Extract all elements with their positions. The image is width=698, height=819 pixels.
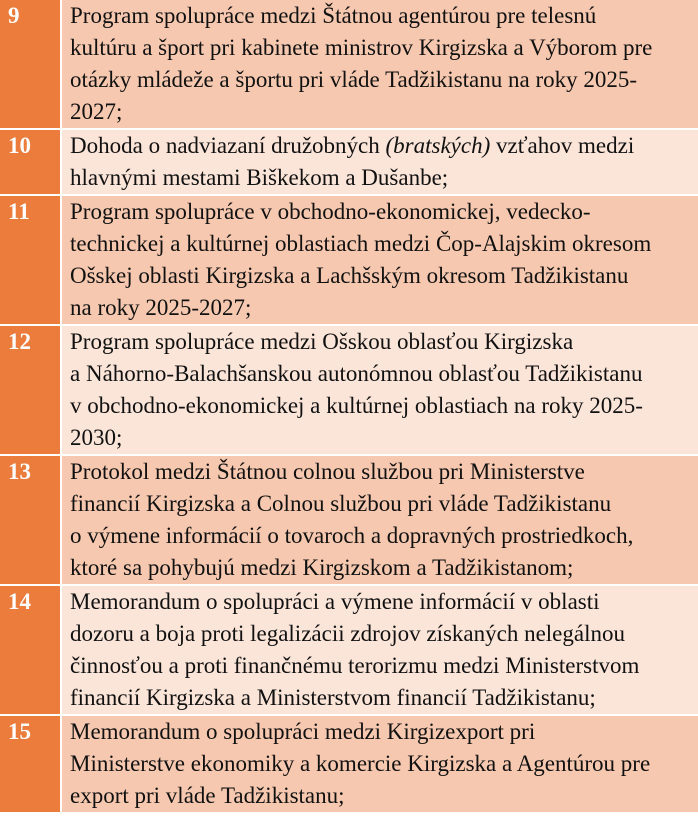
text-line: v obchodno-ekonomickej a kultúrnej oblastiach na roky 2025- <box>70 393 643 418</box>
text-line: Ošskej oblasti Kirgizska a Lachšským okresom Tadžikistanu <box>70 263 629 288</box>
table-row <box>0 585 698 715</box>
text-line: technickej a kultúrnej oblastiach medzi Čop-Alajskim okresom <box>70 231 652 256</box>
row-number: 14 <box>0 585 61 715</box>
text-line <box>70 130 694 162</box>
text-line: o výmene informácií o tovaroch a dopravných prostriedkoch, <box>70 523 634 548</box>
row-number: 12 <box>0 325 61 455</box>
text-line: ktoré sa pohybujú medzi Kirgizskom a Tadžikistanom; <box>70 555 574 580</box>
text-line: hlavnými mestami Biškekom a Dušanbe; <box>70 165 449 190</box>
table-row <box>0 455 698 585</box>
text-line: Memorandum o spolupráci a výmene informácií v oblasti <box>70 589 600 614</box>
text-line: Program spolupráce v obchodno-ekonomickej, vedecko- <box>70 199 591 224</box>
text-line: a Náhorno-Balachšanskou autonómnou oblasťou Tadžikistanu <box>70 361 643 386</box>
italic-fragment: (bratských) <box>385 133 491 158</box>
row-number: 15 <box>0 715 61 813</box>
row-number: 9 <box>0 0 61 129</box>
row-text <box>61 585 698 715</box>
table-row <box>0 325 698 455</box>
text-line: dozoru a boja proti legalizácii zdrojov získaných nelegálnou <box>70 621 625 646</box>
row-text <box>61 325 698 455</box>
row-text <box>61 129 698 195</box>
row-text <box>61 715 698 813</box>
text-line: činnosťou a proti finančnému terorizmu medzi Ministerstvom <box>70 653 640 678</box>
row-text <box>61 455 698 585</box>
table-row <box>0 0 698 129</box>
text-line: export pri vláde Tadžikistanu; <box>70 783 345 808</box>
text-line: 2030; <box>70 425 123 450</box>
table-row <box>0 195 698 325</box>
text-line: na roky 2025-2027; <box>70 295 252 320</box>
text-line: financií Kirgizska a Colnou službou pri vláde Tadžikistanu <box>70 491 612 516</box>
table-row <box>0 129 698 195</box>
text-line: financií Kirgizska a Ministerstvom financií Tadžikistanu; <box>70 685 596 710</box>
text-line: Program spolupráce medzi Ošskou oblasťou Kirgizska <box>70 329 574 354</box>
text-fragment: Dohoda o nadviazaní družobných <box>70 133 386 158</box>
row-number: 10 <box>0 129 61 195</box>
text-line: Program spolupráce medzi Štátnou agentúrou pre telesnú <box>70 3 597 28</box>
table-row <box>0 715 698 813</box>
row-text <box>61 195 698 325</box>
text-line: 2027; <box>70 99 123 124</box>
text-line: kultúru a šport pri kabinete ministrov Kirgizska a Výborom pre <box>70 35 653 60</box>
text-line: Memorandum o spolupráci medzi Kirgizexport pri <box>70 719 536 744</box>
row-number: 13 <box>0 455 61 585</box>
text-fragment: vzťahov medzi <box>490 133 635 158</box>
row-number: 11 <box>0 195 61 325</box>
text-line: Protokol medzi Štátnou colnou službou pri Ministerstve <box>70 459 585 484</box>
text-line: otázky mládeže a športu pri vláde Tadžikistanu na roky 2025- <box>70 67 638 92</box>
text-line: Ministerstve ekonomiky a komercie Kirgizska a Agentúrou pre <box>70 751 651 776</box>
row-text <box>61 0 698 129</box>
